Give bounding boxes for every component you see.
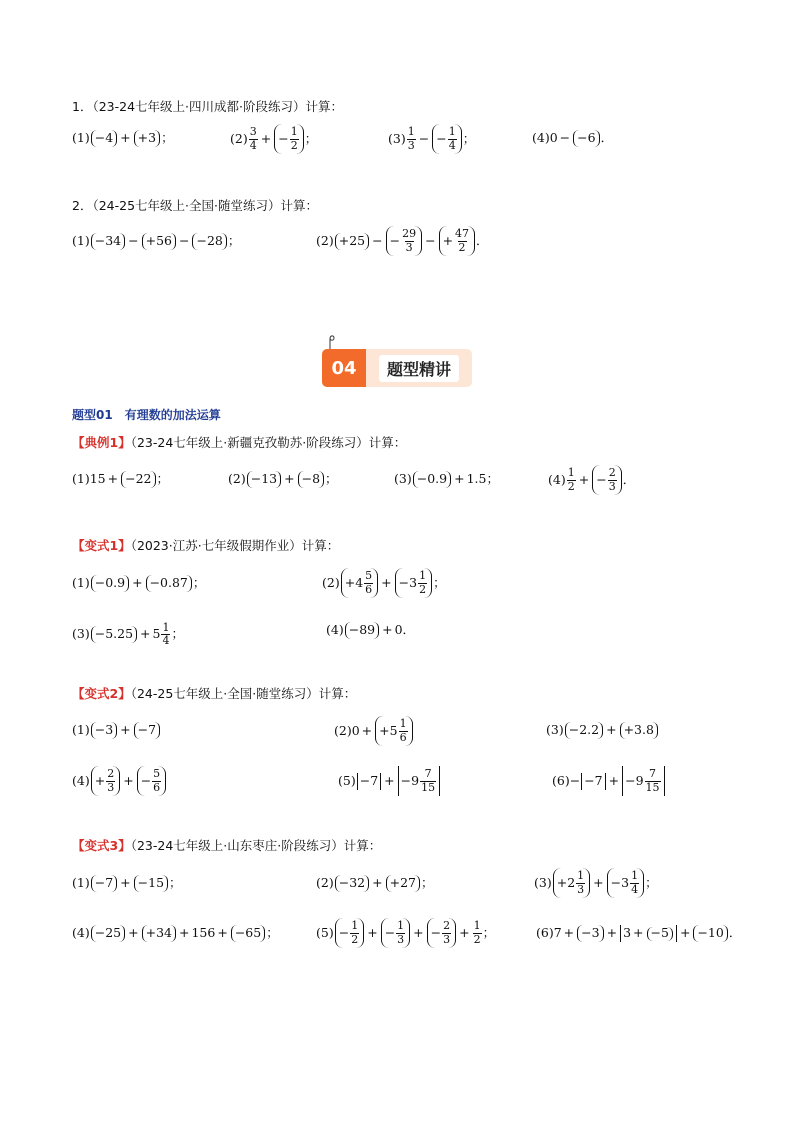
q1-item-4: (4) 0 − −6 ． (532, 130, 614, 146)
banner-label-box (366, 349, 472, 387)
hook-icon (325, 333, 335, 349)
question-2-title: 2．（24-25七年级上·全国·随堂练习）计算： (72, 198, 318, 213)
var1-item-4: (4) −89 + 0． (326, 622, 416, 638)
ex1-item-3: (3) −0.9 + 1.5； (394, 471, 499, 487)
item-label: (2) (316, 232, 334, 248)
var3-item-6: (6)7 + −3 + 3 + −5 + −10 ． (536, 925, 742, 941)
var1-item-2: (2) +4 $\frac{5}{6}$ + −3 $\frac{1}{2}$ ； (322, 568, 446, 598)
q2-item-1: (1) −34 − +56 − −28 ； (72, 233, 241, 249)
var3-item-4: (4) −25 + +34 + 156 + −65 ； (72, 925, 279, 941)
var2-item-4: (4) + $\frac{2}{3}$ + − $\frac{5}{6}$ (72, 766, 167, 796)
item-label: (3) (388, 130, 406, 146)
question-1-title: 1．（23-24七年级上·四川成都·阶段练习）计算： (72, 99, 343, 114)
q2-item-2: (2) +25 − − $\frac{29}{3}$ − + $\frac{47}{2}$ ． (316, 226, 489, 256)
variant-tag: 【变式3】 (72, 838, 131, 853)
var3-item-3: (3) +2 $\frac{1}{3}$ + −3 $\frac{1}{4}$ ； (534, 868, 658, 898)
variant-tag: 【变式1】 (72, 538, 131, 553)
example-tag: 【典例1】 (72, 435, 131, 450)
variant-source: （23-24七年级上·山东枣庄·阶段练习）计算： (130, 838, 382, 853)
item-label: (4) (532, 130, 550, 146)
variant-source: （2023·江苏·七年级假期作业）计算： (130, 538, 340, 553)
ex1-item-4: (4) $\frac{1}{2}$ + − $\frac{2}{3}$ ． (548, 465, 635, 495)
var1-item-3: (3) −5.25 + 5 $\frac{1}{4}$ ； (72, 621, 184, 648)
item-label: (1) (72, 233, 90, 249)
var3-item-1: (1) −7 + −15 ； (72, 875, 182, 891)
type-01-heading: 题型01 有理数的加法运算 (72, 408, 221, 422)
var2-item-2: (2)0 + +5 $\frac{1}{6}$ (334, 716, 414, 746)
ex1-item-1: (1)15 + −22 ； (72, 471, 170, 487)
q1-item-2: (2) $\frac{3}{4}$ + − $\frac{1}{2}$ ； (230, 124, 317, 154)
variant-tag: 【变式2】 (72, 686, 131, 701)
var2-item-5: (5) −7 + −9 $\frac{7}{15}$ (338, 766, 441, 796)
var3-item-5: (5) − $\frac{1}{2}$ + − $\frac{1}{3}$ + − $\frac{2}{3}$ + $\frac{1}{2}$ ； (316, 918, 495, 948)
banner-number: 04 (322, 349, 366, 387)
variant-1-title (72, 536, 339, 554)
example-source: （23-24七年级上·新疆克孜勒苏·阶段练习）计算： (130, 435, 407, 450)
item-label: (1) (72, 130, 90, 146)
variant-source: （24-25七年级上·全国·随堂练习）计算： (130, 686, 357, 701)
q1-item-3: (3) $\frac{1}{3}$ − − $\frac{1}{4}$ ； (388, 124, 475, 154)
var1-item-1: (1) −0.9 + −0.87 ； (72, 575, 206, 591)
var3-item-2: (2) −32 + +27 ； (316, 875, 434, 891)
var2-item-1: (1) −3 + −7 (72, 722, 161, 739)
section-banner (322, 349, 472, 387)
var2-item-6: (6)− −7 + −9 $\frac{7}{15}$ (552, 766, 666, 796)
var2-item-3: (3) −2.2 + +3.8 (546, 722, 659, 739)
q1-item-1: (1) −4 + +3 ； (72, 130, 174, 146)
ex1-item-2: (2) −13 + −8 ； (228, 471, 338, 487)
example-1-title (72, 433, 406, 451)
variant-3-title (72, 836, 381, 854)
banner-label: 题型精讲 (379, 355, 459, 382)
item-label: (2) (230, 130, 248, 146)
variant-2-title (72, 684, 356, 702)
